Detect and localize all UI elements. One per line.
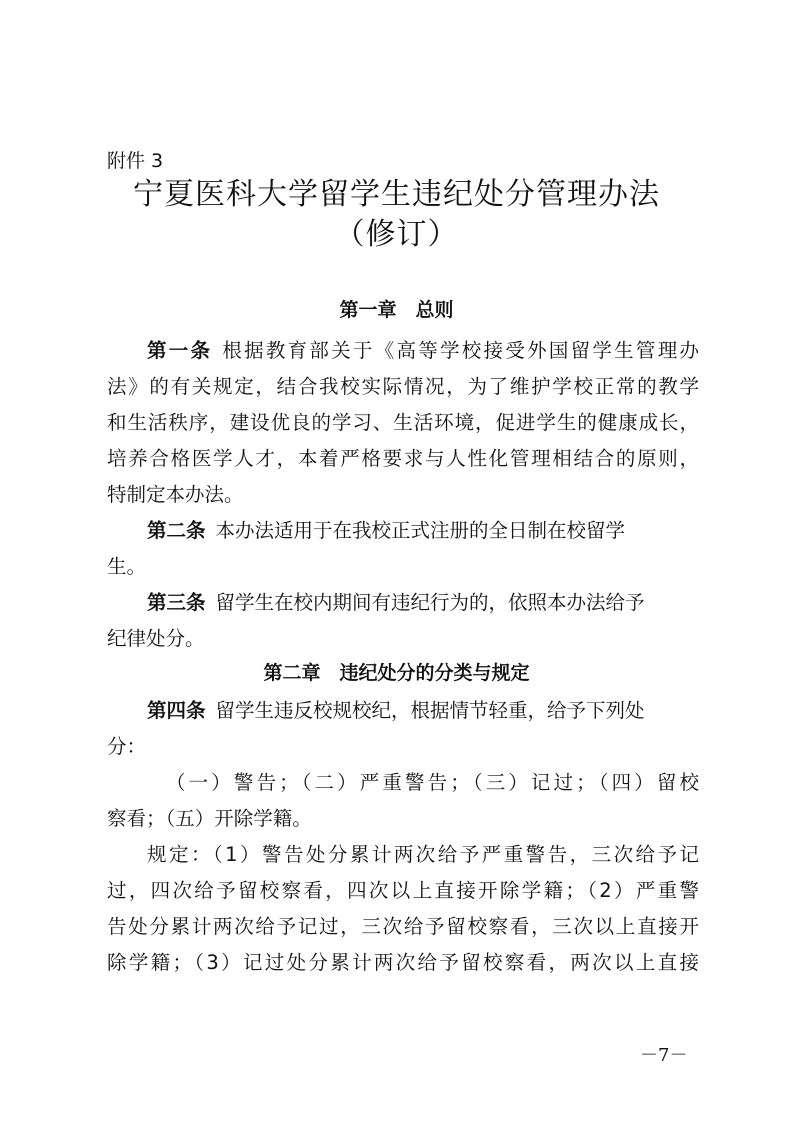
- article-1-line-4: 培养合格医学人才，本着严格要求与人性化管理相结合的原则，: [107, 447, 699, 470]
- document-title: 宁夏医科大学留学生违纪处分管理办法: [133, 177, 660, 212]
- paragraph-text: 本办法适用于在我校正式注册的全日制在校留学: [215, 519, 626, 542]
- article-3-line-2: 纪律处分。: [107, 627, 205, 650]
- attachment-label: 附件 3: [107, 150, 164, 172]
- paragraph-text: 留学生违反校规校纪，根据情节轻重，给予下列处: [215, 699, 645, 722]
- article-label: 第一条: [147, 339, 213, 362]
- paragraph-text: 根据教育部关于《高等学校接受外国留学生管理办: [222, 339, 699, 362]
- article-label: 第四条: [147, 699, 206, 722]
- article-4-line-2: 分：: [107, 735, 147, 758]
- chapter-heading-2: 第二章 违纪处分的分类与规定: [263, 662, 530, 684]
- chapter-heading-1: 第一章 总则: [339, 299, 454, 321]
- article-label: 第三条: [147, 591, 206, 614]
- paragraph-text: 留学生在校内期间有违纪行为的，依照本办法给予: [215, 591, 645, 614]
- penalties-line-1: （一）警告；（二）严重警告；（三）记过；（四）留校: [166, 771, 699, 794]
- article-1-line-2: 法》的有关规定，结合我校实际情况，为了维护学校正常的教学: [107, 375, 699, 398]
- article-2-line-2: 生。: [107, 555, 147, 578]
- article-2-line-1: [147, 518, 699, 544]
- article-1-line-1: [147, 338, 699, 364]
- article-4-line-1: [147, 698, 699, 724]
- article-3-line-1: [147, 590, 699, 616]
- page-number: －7－: [640, 1045, 688, 1066]
- rules-line-4: 除学籍；（3）记过处分累计两次给予留校察看，两次以上直接: [107, 951, 699, 974]
- rules-line-2: 过，四次给予留校察看，四次以上直接开除学籍；（2）严重警: [107, 879, 699, 902]
- rules-line-3: 告处分累计两次给予记过，三次给予留校察看，三次以上直接开: [107, 915, 699, 938]
- rules-line-1: 规定：（1）警告处分累计两次给予严重警告，三次给予记: [147, 843, 699, 866]
- article-label: 第二条: [147, 519, 206, 542]
- article-1-line-5: 特制定本办法。: [107, 483, 244, 506]
- article-1-line-3: 和生活秩序，建设优良的学习、生活环境，促进学生的健康成长，: [107, 411, 699, 434]
- document-subtitle: （修订）: [334, 217, 459, 252]
- penalties-line-2: 察看；（五）开除学籍。: [107, 807, 312, 830]
